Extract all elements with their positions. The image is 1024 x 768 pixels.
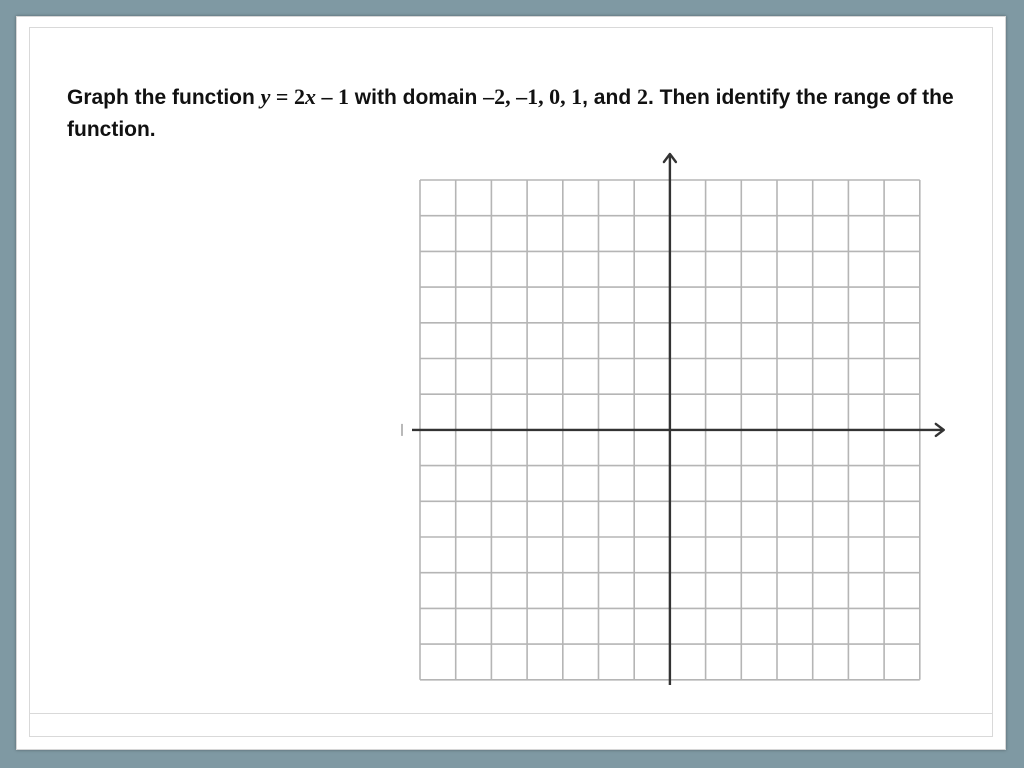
domain-values: –2, –1, 0, 1	[483, 84, 583, 109]
equation-y: y	[260, 84, 271, 109]
equation-rest: – 1	[315, 84, 349, 109]
function-equation	[261, 84, 349, 109]
equation-x: x	[304, 84, 316, 109]
equation-equals: = 2	[270, 84, 305, 109]
coordinate-grid	[390, 140, 950, 685]
problem-instruction: . Then identify the range of the function.	[67, 86, 954, 141]
domain-last-value: 2	[636, 84, 648, 109]
domain-and: , and	[582, 86, 637, 109]
domain-label: with domain	[348, 86, 484, 109]
axes	[402, 154, 944, 685]
problem-statement	[67, 81, 967, 146]
problem-intro: Graph the function	[67, 86, 261, 109]
footer-divider	[29, 713, 993, 714]
